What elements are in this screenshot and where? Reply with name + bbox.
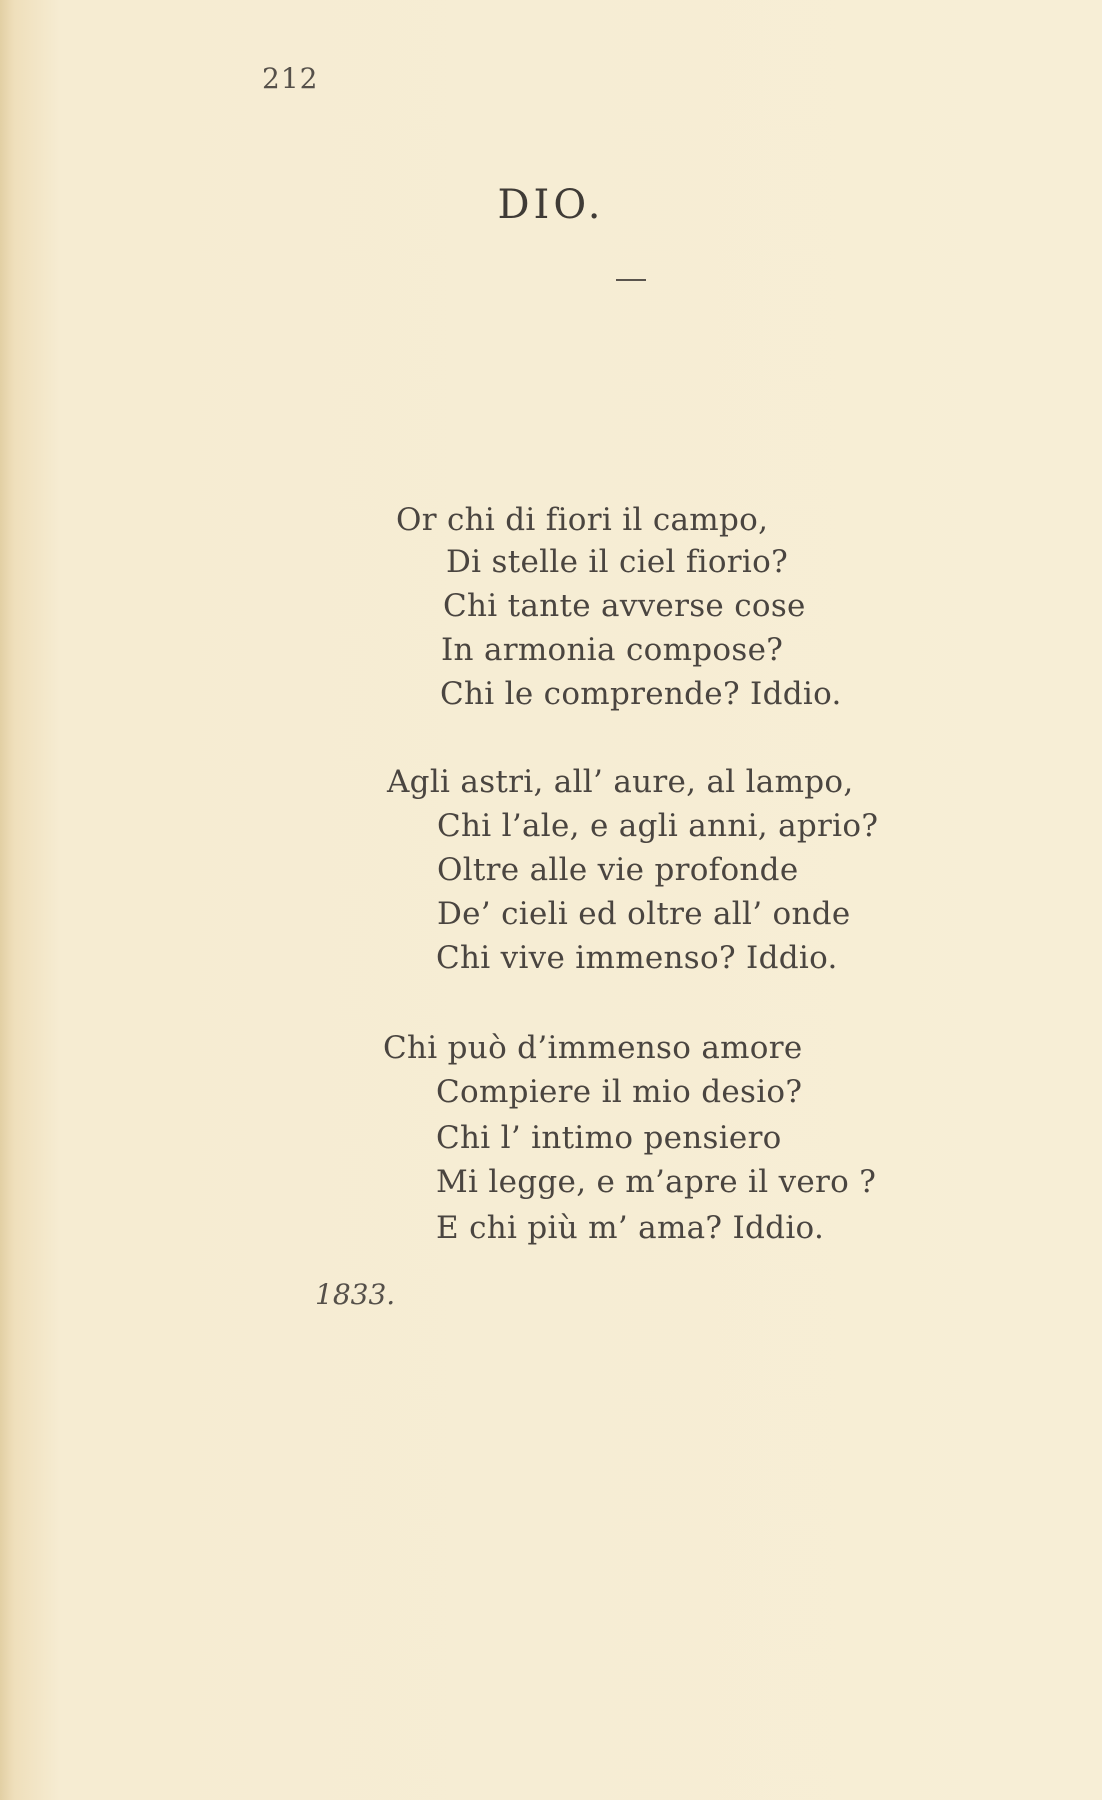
verse-line: De’ cieli ed oltre all’ onde	[437, 896, 851, 932]
page-number: 212	[262, 62, 319, 95]
verse-line: Or chi di fiori il campo,	[396, 502, 769, 538]
verse-line: Chi vive immenso? Iddio.	[436, 940, 838, 976]
verse-line: Compiere il mio desio?	[436, 1074, 803, 1110]
verse-line: Chi l’ale, e agli anni, aprio?	[437, 808, 879, 844]
poem-date: 1833.	[315, 1278, 396, 1311]
verse-line: In armonia compose?	[441, 632, 784, 668]
title-divider	[616, 279, 646, 281]
verse-line: Oltre alle vie profonde	[437, 852, 799, 888]
verse-line: Mi legge, e m’apre il vero ?	[436, 1164, 877, 1200]
verse-line: Di stelle il ciel fiorio?	[446, 544, 789, 580]
verse-line: Chi tante avverse cose	[443, 588, 806, 624]
verse-line: Agli astri, all’ aure, al lampo,	[387, 764, 854, 800]
verse-line: Chi può d’immenso amore	[383, 1030, 803, 1066]
poem-title: DIO.	[497, 182, 605, 228]
verse-line: E chi più m’ ama? Iddio.	[436, 1210, 825, 1246]
verse-line: Chi l’ intimo pensiero	[436, 1120, 782, 1156]
verse-line: Chi le comprende? Iddio.	[440, 676, 842, 712]
